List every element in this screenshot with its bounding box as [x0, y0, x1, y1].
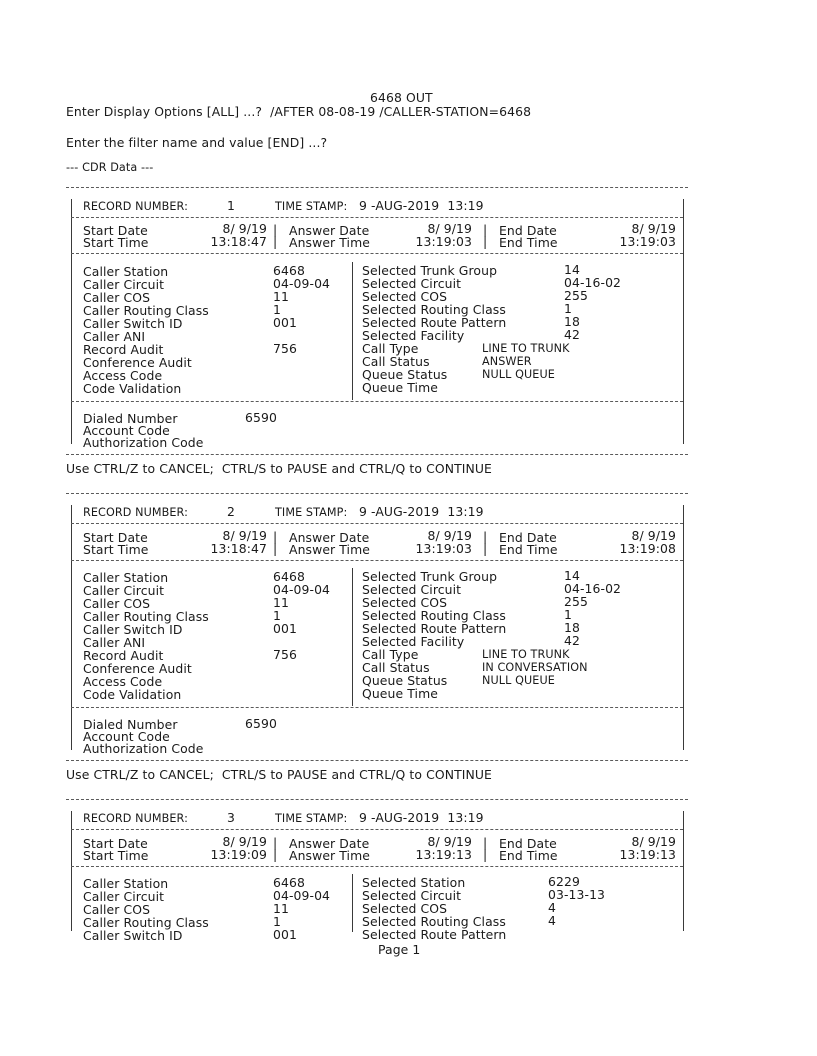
answer-date-value: 8/ 9/19 [427, 221, 472, 236]
caller-routing-class-value: 1 [273, 608, 281, 623]
caller-cos-label: Caller COS [83, 290, 151, 305]
start-time-label: Start Time [83, 542, 149, 557]
start-date-value: 8/ 9/19 [222, 528, 267, 543]
selected-station-label: Selected Station [362, 875, 466, 890]
separator [71, 217, 683, 218]
cdr-data-heading: --- CDR Data --- [66, 161, 154, 174]
selected-cos-label: Selected COS [362, 901, 448, 916]
end-date-value: 8/ 9/19 [631, 834, 676, 849]
selected-cos-value: 4 [548, 900, 556, 915]
call-status-label: Call Status [362, 660, 430, 675]
authorization-code-label: Authorization Code [83, 741, 204, 756]
answer-time-label: Answer Time [289, 542, 370, 557]
caller-cos-label: Caller COS [83, 596, 151, 611]
start-time-value: 13:19:09 [210, 847, 267, 862]
selected-circuit-value: 04-16-02 [564, 275, 622, 290]
end-time-value: 13:19:08 [619, 541, 676, 556]
caller-ani-label: Caller ANI [83, 635, 146, 650]
record-border-right [683, 199, 684, 444]
separator [66, 760, 688, 761]
caller-switch-id-value: 001 [273, 927, 297, 942]
separator [71, 401, 683, 402]
time-stamp-label: TIME STAMP: [275, 200, 348, 213]
divider-bar: | [273, 847, 278, 862]
record-number-label: RECORD NUMBER: [83, 812, 188, 825]
answer-time-label: Answer Time [289, 235, 370, 250]
page-number: Page 1 [378, 942, 421, 957]
separator [66, 187, 688, 188]
caller-cos-label: Caller COS [83, 902, 151, 917]
end-time-label: End Time [499, 848, 558, 863]
caller-station-label: Caller Station [83, 876, 169, 891]
record-number-value: 2 [227, 504, 235, 519]
answer-date-value: 8/ 9/19 [427, 834, 472, 849]
caller-station-label: Caller Station [83, 264, 169, 279]
selected-trunk-group-value: 14 [564, 262, 580, 277]
divider-bar: | [273, 835, 278, 850]
end-time-label: End Time [499, 235, 558, 250]
end-time-value: 13:19:03 [619, 234, 676, 249]
selected-route-pattern-label: Selected Route Pattern [362, 621, 507, 636]
end-time-label: End Time [499, 542, 558, 557]
selected-route-pattern-label: Selected Route Pattern [362, 315, 507, 330]
selected-cos-value: 255 [564, 594, 588, 609]
conference-audit-label: Conference Audit [83, 355, 192, 370]
dialed-number-label: Dialed Number [83, 411, 178, 426]
caller-station-value: 6468 [273, 875, 305, 890]
caller-routing-class-value: 1 [273, 914, 281, 929]
answer-time-label: Answer Time [289, 848, 370, 863]
start-date-label: Start Date [83, 836, 148, 851]
selected-circuit-label: Selected Circuit [362, 276, 462, 291]
start-time-value: 13:18:47 [210, 234, 267, 249]
caller-routing-class-label: Caller Routing Class [83, 915, 209, 930]
divider-bar: | [483, 529, 488, 544]
selected-routing-class-value: 1 [564, 607, 572, 622]
divider-bar: | [273, 234, 278, 249]
selected-trunk-group-label: Selected Trunk Group [362, 569, 498, 584]
selected-trunk-group-label: Selected Trunk Group [362, 263, 498, 278]
time-stamp-value: 9 -AUG-2019 13:19 [359, 810, 484, 825]
queue-status-value: NULL QUEUE [482, 368, 555, 381]
record-border-left [71, 505, 72, 750]
separator [71, 866, 683, 867]
caller-station-value: 6468 [273, 569, 305, 584]
selected-routing-class-label: Selected Routing Class [362, 914, 506, 929]
divider-bar: | [273, 529, 278, 544]
separator [71, 829, 683, 830]
caller-cos-value: 11 [273, 289, 289, 304]
record-number-value: 1 [227, 198, 235, 213]
divider-bar: | [273, 222, 278, 237]
divider-bar: | [483, 222, 488, 237]
end-date-value: 8/ 9/19 [631, 221, 676, 236]
selected-cos-label: Selected COS [362, 595, 448, 610]
time-stamp-label: TIME STAMP: [275, 812, 348, 825]
selected-cos-label: Selected COS [362, 289, 448, 304]
caller-cos-value: 11 [273, 901, 289, 916]
selected-trunk-group-value: 14 [564, 568, 580, 583]
caller-switch-id-value: 001 [273, 621, 297, 636]
selected-facility-label: Selected Facility [362, 634, 465, 649]
separator [66, 493, 688, 494]
start-date-label: Start Date [83, 223, 148, 238]
end-time-value: 13:19:13 [619, 847, 676, 862]
selected-routing-class-value: 4 [548, 913, 556, 928]
end-date-label: End Date [499, 223, 557, 238]
dialed-number-value: 6590 [245, 716, 277, 731]
filter-prompt-line: Enter the filter name and value [END] ...? [66, 135, 328, 150]
queue-time-label: Queue Time [362, 380, 438, 395]
caller-switch-id-value: 001 [273, 315, 297, 330]
record-audit-label: Record Audit [83, 342, 164, 357]
queue-time-label: Queue Time [362, 686, 438, 701]
selected-routing-class-label: Selected Routing Class [362, 302, 506, 317]
authorization-code-label: Authorization Code [83, 435, 204, 450]
caller-switch-id-label: Caller Switch ID [83, 928, 183, 943]
selected-cos-value: 255 [564, 288, 588, 303]
separator [66, 454, 688, 455]
selected-routing-class-value: 1 [564, 301, 572, 316]
divider-bar: | [483, 234, 488, 249]
caller-switch-id-label: Caller Switch ID [83, 622, 183, 637]
selected-route-pattern-value: 18 [564, 620, 580, 635]
control-hint-line: Use CTRL/Z to CANCEL; CTRL/S to PAUSE and CTRL/Q to CONTINUE [66, 461, 492, 476]
caller-cos-value: 11 [273, 595, 289, 610]
divider-bar: | [273, 541, 278, 556]
record-audit-value: 756 [273, 647, 297, 662]
caller-station-value: 6468 [273, 263, 305, 278]
selected-circuit-value: 04-16-02 [564, 581, 622, 596]
record-audit-label: Record Audit [83, 648, 164, 663]
end-date-label: End Date [499, 836, 557, 851]
call-type-value: LINE TO TRUNK [482, 342, 570, 355]
caller-circuit-label: Caller Circuit [83, 889, 165, 904]
time-stamp-value: 9 -AUG-2019 13:19 [359, 504, 484, 519]
time-stamp-value: 9 -AUG-2019 13:19 [359, 198, 484, 213]
call-status-value: ANSWER [482, 355, 532, 368]
answer-time-value: 13:19:03 [415, 234, 472, 249]
caller-circuit-label: Caller Circuit [83, 277, 165, 292]
separator [71, 523, 683, 524]
call-status-label: Call Status [362, 354, 430, 369]
code-validation-label: Code Validation [83, 381, 182, 396]
record-number-label: RECORD NUMBER: [83, 506, 188, 519]
access-code-label: Access Code [83, 674, 163, 689]
start-date-value: 8/ 9/19 [222, 834, 267, 849]
call-type-label: Call Type [362, 647, 419, 662]
caller-routing-class-label: Caller Routing Class [83, 303, 209, 318]
record-number-label: RECORD NUMBER: [83, 200, 188, 213]
report-title: 6468 OUT [370, 90, 433, 105]
selected-routing-class-label: Selected Routing Class [362, 608, 506, 623]
column-divider [352, 262, 353, 400]
code-validation-label: Code Validation [83, 687, 182, 702]
start-date-value: 8/ 9/19 [222, 221, 267, 236]
display-options-line: Enter Display Options [ALL] ...? /AFTER 08-08-19 /CALLER-STATION=6468 [66, 104, 532, 119]
answer-time-value: 13:19:03 [415, 541, 472, 556]
answer-date-label: Answer Date [289, 836, 370, 851]
queue-status-label: Queue Status [362, 367, 448, 382]
divider-bar: | [483, 835, 488, 850]
end-date-label: End Date [499, 530, 557, 545]
time-stamp-label: TIME STAMP: [275, 506, 348, 519]
selected-route-pattern-label: Selected Route Pattern [362, 927, 507, 942]
selected-station-value: 6229 [548, 874, 580, 889]
caller-ani-label: Caller ANI [83, 329, 146, 344]
dialed-number-value: 6590 [245, 410, 277, 425]
selected-facility-value: 42 [564, 633, 580, 648]
divider-bar: | [483, 847, 488, 862]
account-code-label: Account Code [83, 729, 170, 744]
separator [71, 253, 683, 254]
record-border-right [683, 811, 684, 931]
record-border-right [683, 505, 684, 750]
separator [66, 799, 688, 800]
caller-circuit-value: 04-09-04 [273, 582, 331, 597]
column-divider [352, 874, 353, 932]
conference-audit-label: Conference Audit [83, 661, 192, 676]
start-time-value: 13:18:47 [210, 541, 267, 556]
divider-bar: | [483, 541, 488, 556]
answer-time-value: 13:19:13 [415, 847, 472, 862]
caller-station-label: Caller Station [83, 570, 169, 585]
answer-date-label: Answer Date [289, 223, 370, 238]
queue-status-value: NULL QUEUE [482, 674, 555, 687]
control-hint-line: Use CTRL/Z to CANCEL; CTRL/S to PAUSE and CTRL/Q to CONTINUE [66, 767, 492, 782]
caller-circuit-value: 04-09-04 [273, 888, 331, 903]
caller-routing-class-label: Caller Routing Class [83, 609, 209, 624]
answer-date-label: Answer Date [289, 530, 370, 545]
caller-routing-class-value: 1 [273, 302, 281, 317]
start-time-label: Start Time [83, 235, 149, 250]
selected-circuit-label: Selected Circuit [362, 582, 462, 597]
separator [71, 707, 683, 708]
queue-status-label: Queue Status [362, 673, 448, 688]
caller-circuit-label: Caller Circuit [83, 583, 165, 598]
start-time-label: Start Time [83, 848, 149, 863]
caller-circuit-value: 04-09-04 [273, 276, 331, 291]
caller-switch-id-label: Caller Switch ID [83, 316, 183, 331]
selected-facility-label: Selected Facility [362, 328, 465, 343]
access-code-label: Access Code [83, 368, 163, 383]
call-type-value: LINE TO TRUNK [482, 648, 570, 661]
start-date-label: Start Date [83, 530, 148, 545]
selected-circuit-label: Selected Circuit [362, 888, 462, 903]
answer-date-value: 8/ 9/19 [427, 528, 472, 543]
record-number-value: 3 [227, 810, 235, 825]
dialed-number-label: Dialed Number [83, 717, 178, 732]
selected-circuit-value: 03-13-13 [548, 887, 606, 902]
separator [71, 560, 683, 561]
account-code-label: Account Code [83, 423, 170, 438]
call-status-value: IN CONVERSATION [482, 661, 588, 674]
record-audit-value: 756 [273, 341, 297, 356]
column-divider [352, 568, 353, 706]
call-type-label: Call Type [362, 341, 419, 356]
record-border-left [71, 199, 72, 444]
selected-facility-value: 42 [564, 327, 580, 342]
selected-route-pattern-value: 18 [564, 314, 580, 329]
end-date-value: 8/ 9/19 [631, 528, 676, 543]
